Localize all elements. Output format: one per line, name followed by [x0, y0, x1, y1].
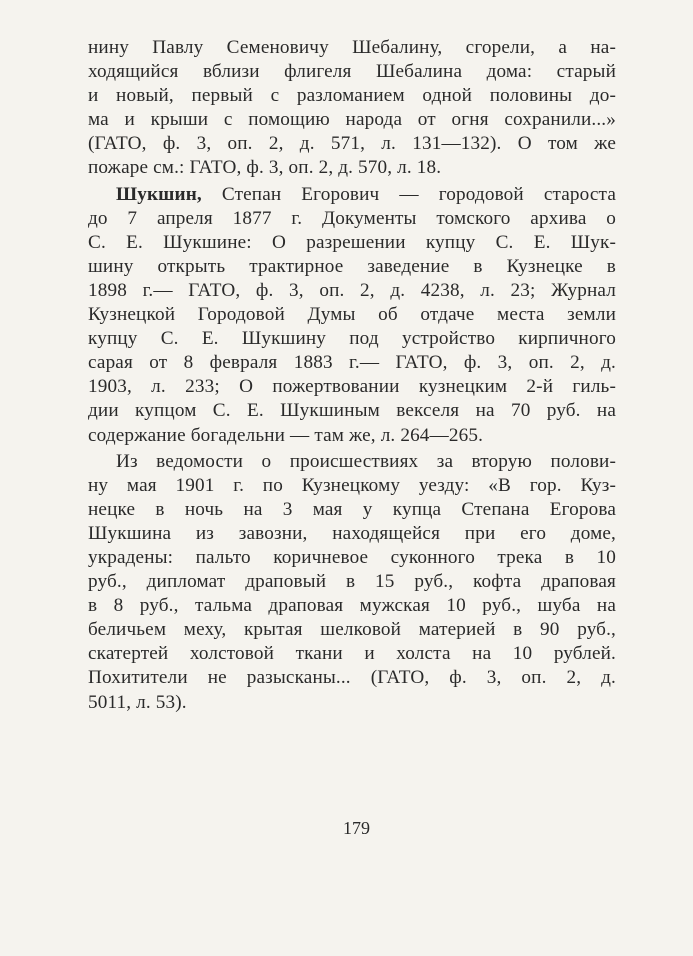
text-line: содержание богадельни — там же, л. 264—265.	[88, 424, 484, 446]
text-line: С. Е. Шукшине: О разрешении купцу С. Е. Шук-	[88, 231, 616, 253]
text-line: шину открыть трактирное заведение в Кузнецке в	[88, 255, 616, 277]
page-number: 179	[343, 818, 370, 838]
text-line: 1903, л. 233; О пожертвовании кузнецким 2-й гиль-	[88, 376, 616, 398]
paragraph-fire-continuation	[88, 36, 616, 181]
text-line: Из ведомости о происшествиях за вторую полови-	[116, 450, 616, 472]
text-line: Шукшина из завозни, находящейся при его доме,	[88, 522, 616, 544]
text-line: 1898 г.— ГАТО, ф. 3, оп. 2, д. 4238, л. 23; Журнал	[88, 279, 616, 301]
paragraph-incident-report	[88, 450, 616, 715]
text-line: (ГАТО, ф. 3, оп. 2, д. 571, л. 131—132). О том же	[88, 133, 616, 155]
text-line: и новый, первый с разломанием одной половины до-	[88, 85, 616, 107]
text-line: беличьем меху, крытая шелковой материей в 90 руб.,	[88, 619, 616, 641]
text-line: в 8 руб., тальма драповая мужская 10 руб., шуба на	[88, 595, 616, 617]
text-line: нецке в ночь на 3 мая у купца Степана Егорова	[88, 498, 616, 520]
text-line: руб., дипломат драповый в 15 руб., кофта драповая	[88, 571, 616, 593]
text-line: 5011, л. 53).	[88, 691, 187, 713]
paragraph-shukshin-entry	[88, 183, 616, 448]
body-text	[88, 36, 616, 715]
text-line: сарая от 8 февраля 1883 г.— ГАТО, ф. 3, оп. 2, д.	[88, 352, 616, 374]
text-line: до 7 апреля 1877 г. Документы томского архива о	[88, 207, 616, 229]
text-line: нину Павлу Семеновичу Шебалину, сгорели, а на-	[88, 37, 616, 58]
text-line: ходящийся вблизи флигеля Шебалина дома: старый	[88, 61, 616, 83]
entry-name: Шукшин,	[116, 183, 202, 205]
text-line: купцу С. Е. Шукшину под устройство кирпичного	[88, 328, 616, 350]
entry-description: Степан Егорович — городовой староста	[201, 183, 616, 205]
entry-first-line	[88, 183, 616, 207]
text-line: украдены: пальто коричневое суконного трека в 10	[88, 546, 616, 568]
text-line: Кузнецкой Городовой Думы об отдаче места земли	[88, 304, 616, 326]
text-line: Похитители не разысканы... (ГАТО, ф. 3, оп. 2, д.	[88, 667, 616, 689]
text-line: скатертей холстовой ткани и холста на 10 рублей.	[88, 643, 616, 665]
text-line: пожаре см.: ГАТО, ф. 3, оп. 2, д. 570, л. 18.	[88, 157, 442, 179]
text-line: дии купцом С. Е. Шукшиным векселя на 70 руб. на	[88, 400, 616, 422]
text-line: ма и крыши с помощию народа от огня сохранили...»	[88, 109, 616, 131]
text-line: ну мая 1901 г. по Кузнецкому уезду: «В гор. Куз-	[88, 474, 616, 496]
